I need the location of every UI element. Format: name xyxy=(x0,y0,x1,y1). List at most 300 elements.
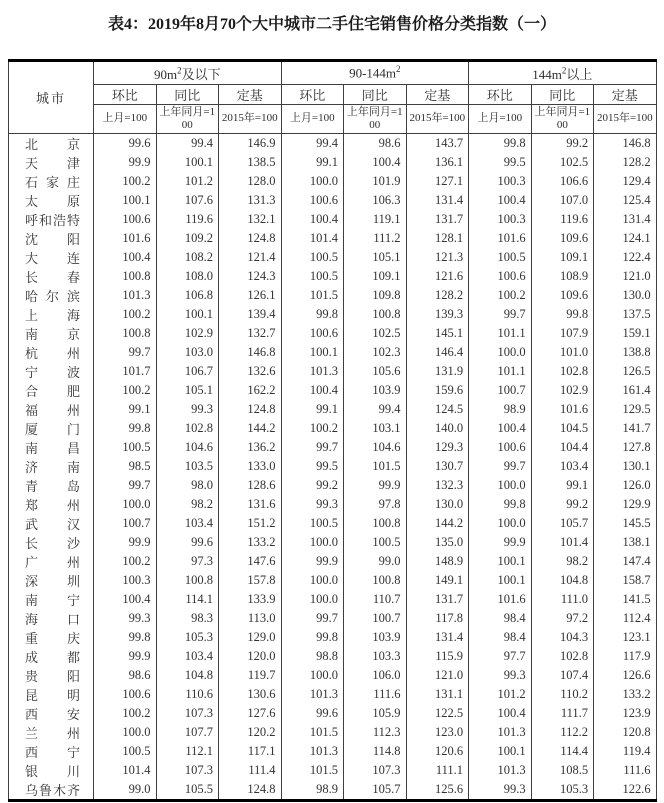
value-cell: 100.4 xyxy=(281,381,344,400)
value-cell: 121.3 xyxy=(406,248,469,267)
value-cell: 100.1 xyxy=(469,571,532,590)
base-header-prev-year: 上年同月=100 xyxy=(156,105,219,134)
value-cell: 107.7 xyxy=(156,723,219,742)
value-cell: 109.8 xyxy=(344,286,407,305)
value-cell: 99.5 xyxy=(469,153,532,172)
value-cell: 101.5 xyxy=(281,723,344,742)
value-cell: 131.3 xyxy=(219,191,282,210)
value-cell: 131.7 xyxy=(406,590,469,609)
value-cell: 100.4 xyxy=(94,248,157,267)
value-cell: 99.0 xyxy=(94,780,157,801)
value-cell: 100.0 xyxy=(281,571,344,590)
value-cell: 99.8 xyxy=(94,628,157,647)
value-cell: 99.9 xyxy=(94,647,157,666)
value-cell: 99.6 xyxy=(156,533,219,552)
value-cell: 99.3 xyxy=(281,495,344,514)
base-header-2015: 2015年=100 xyxy=(594,105,657,134)
value-cell: 101.5 xyxy=(281,761,344,780)
value-cell: 128.2 xyxy=(594,153,657,172)
value-cell: 99.1 xyxy=(94,400,157,419)
value-cell: 101.3 xyxy=(281,362,344,381)
value-cell: 100.6 xyxy=(94,210,157,229)
value-cell: 114.8 xyxy=(344,742,407,761)
value-cell: 103.0 xyxy=(156,343,219,362)
value-cell: 101.6 xyxy=(531,400,594,419)
metric-header-yoy: 同比 xyxy=(156,85,219,105)
value-cell: 128.1 xyxy=(406,229,469,248)
value-cell: 98.8 xyxy=(281,647,344,666)
base-header-prev-month: 上月=100 xyxy=(281,105,344,134)
value-cell: 99.1 xyxy=(281,400,344,419)
value-cell: 106.0 xyxy=(344,666,407,685)
value-cell: 104.6 xyxy=(344,438,407,457)
value-cell: 99.8 xyxy=(94,419,157,438)
value-cell: 99.9 xyxy=(469,533,532,552)
value-cell: 107.0 xyxy=(531,191,594,210)
group-label: 90-144m xyxy=(349,65,397,81)
city-cell xyxy=(9,419,94,438)
base-header-prev-month: 上月=100 xyxy=(94,105,157,134)
value-cell: 99.8 xyxy=(531,305,594,324)
value-cell: 99.3 xyxy=(469,666,532,685)
value-cell: 113.0 xyxy=(219,609,282,628)
value-cell: 110.7 xyxy=(344,590,407,609)
city-cell xyxy=(9,533,94,552)
value-cell: 126.1 xyxy=(219,286,282,305)
city-name: 西安 xyxy=(25,707,80,722)
base-header-prev-year: 上年同月=100 xyxy=(531,105,594,134)
value-cell: 119.4 xyxy=(594,742,657,761)
city-name: 青岛 xyxy=(25,479,80,494)
value-cell: 101.4 xyxy=(94,761,157,780)
value-cell: 103.5 xyxy=(156,457,219,476)
value-cell: 129.9 xyxy=(594,495,657,514)
value-cell: 102.8 xyxy=(531,362,594,381)
value-cell: 132.7 xyxy=(219,324,282,343)
value-cell: 104.6 xyxy=(156,438,219,457)
value-cell: 132.3 xyxy=(406,476,469,495)
city-cell xyxy=(9,305,94,324)
value-cell: 103.1 xyxy=(344,419,407,438)
value-cell: 107.6 xyxy=(156,191,219,210)
value-cell: 127.8 xyxy=(594,438,657,457)
value-cell: 108.5 xyxy=(531,761,594,780)
value-cell: 101.5 xyxy=(344,457,407,476)
value-cell: 111.7 xyxy=(531,704,594,723)
value-cell: 138.8 xyxy=(594,343,657,362)
value-cell: 106.8 xyxy=(156,286,219,305)
table-row xyxy=(9,495,657,514)
value-cell: 147.4 xyxy=(594,552,657,571)
base-header-2015: 2015年=100 xyxy=(219,105,282,134)
value-cell: 124.8 xyxy=(219,400,282,419)
value-cell: 100.8 xyxy=(94,324,157,343)
city-name: 济南 xyxy=(25,460,80,475)
table-row xyxy=(9,286,657,305)
value-cell: 99.4 xyxy=(344,400,407,419)
table-row xyxy=(9,590,657,609)
value-cell: 100.0 xyxy=(469,343,532,362)
city-cell xyxy=(9,552,94,571)
value-cell: 103.9 xyxy=(344,628,407,647)
group-label: 144m xyxy=(532,66,562,82)
value-cell: 124.5 xyxy=(406,400,469,419)
city-cell xyxy=(9,685,94,704)
city-name: 武汉 xyxy=(25,517,80,532)
value-cell: 132.1 xyxy=(219,210,282,229)
metric-header-yoy: 同比 xyxy=(344,85,407,105)
city-name: 南宁 xyxy=(25,593,80,608)
value-cell: 99.6 xyxy=(281,704,344,723)
value-cell: 105.9 xyxy=(344,704,407,723)
value-cell: 99.7 xyxy=(94,476,157,495)
city-name: 西宁 xyxy=(25,745,80,760)
city-cell xyxy=(9,666,94,685)
value-cell: 100.8 xyxy=(344,571,407,590)
value-cell: 138.5 xyxy=(219,153,282,172)
value-cell: 121.6 xyxy=(406,267,469,286)
table-row xyxy=(9,343,657,362)
table-row xyxy=(9,552,657,571)
city-name: 上海 xyxy=(25,308,80,323)
value-cell: 100.4 xyxy=(344,153,407,172)
table-row xyxy=(9,761,657,780)
value-cell: 122.6 xyxy=(594,780,657,801)
value-cell: 127.1 xyxy=(406,172,469,191)
value-cell: 145.5 xyxy=(594,514,657,533)
value-cell: 99.1 xyxy=(531,476,594,495)
value-cell: 100.3 xyxy=(94,571,157,590)
value-cell: 102.8 xyxy=(156,419,219,438)
value-cell: 120.0 xyxy=(219,647,282,666)
value-cell: 127.6 xyxy=(219,704,282,723)
value-cell: 97.8 xyxy=(344,495,407,514)
value-cell: 120.8 xyxy=(594,723,657,742)
value-cell: 119.6 xyxy=(156,210,219,229)
value-cell: 105.3 xyxy=(531,780,594,801)
table-row xyxy=(9,742,657,761)
value-cell: 146.9 xyxy=(219,134,282,154)
city-name: 福州 xyxy=(25,403,80,418)
table-row xyxy=(9,666,657,685)
base-header-prev-month: 上月=100 xyxy=(469,105,532,134)
value-cell: 99.9 xyxy=(94,533,157,552)
value-cell: 141.7 xyxy=(594,419,657,438)
city-name: 石家庄 xyxy=(25,175,80,190)
value-cell: 128.0 xyxy=(219,172,282,191)
value-cell: 103.9 xyxy=(344,381,407,400)
value-cell: 114.4 xyxy=(531,742,594,761)
value-cell: 102.9 xyxy=(531,381,594,400)
value-cell: 112.3 xyxy=(344,723,407,742)
city-name: 深圳 xyxy=(25,574,80,589)
value-cell: 123.0 xyxy=(406,723,469,742)
value-cell: 101.4 xyxy=(531,533,594,552)
city-cell xyxy=(9,457,94,476)
metric-header-base: 定基 xyxy=(594,85,657,105)
value-cell: 122.5 xyxy=(406,704,469,723)
value-cell: 100.6 xyxy=(469,267,532,286)
city-cell xyxy=(9,780,94,801)
table-row xyxy=(9,267,657,286)
value-cell: 106.7 xyxy=(156,362,219,381)
value-cell: 135.0 xyxy=(406,533,469,552)
value-cell: 129.4 xyxy=(594,172,657,191)
value-cell: 129.3 xyxy=(406,438,469,457)
city-cell xyxy=(9,723,94,742)
table-row xyxy=(9,533,657,552)
value-cell: 100.4 xyxy=(281,210,344,229)
city-cell xyxy=(9,134,94,154)
value-cell: 139.3 xyxy=(406,305,469,324)
value-cell: 104.3 xyxy=(531,628,594,647)
value-cell: 98.5 xyxy=(94,457,157,476)
metric-header-mom: 环比 xyxy=(281,85,344,105)
value-cell: 100.4 xyxy=(469,419,532,438)
city-cell xyxy=(9,742,94,761)
value-cell: 126.6 xyxy=(594,666,657,685)
value-cell: 101.3 xyxy=(469,723,532,742)
value-cell: 128.6 xyxy=(219,476,282,495)
value-cell: 107.9 xyxy=(531,324,594,343)
value-cell: 100.2 xyxy=(469,286,532,305)
value-cell: 100.5 xyxy=(94,742,157,761)
value-cell: 101.1 xyxy=(469,362,532,381)
table-row xyxy=(9,210,657,229)
value-cell: 111.6 xyxy=(594,761,657,780)
value-cell: 123.9 xyxy=(594,704,657,723)
city-cell xyxy=(9,476,94,495)
value-cell: 104.8 xyxy=(156,666,219,685)
base-header-row xyxy=(9,105,657,134)
value-cell: 117.1 xyxy=(219,742,282,761)
metric-header-mom: 环比 xyxy=(94,85,157,105)
value-cell: 100.5 xyxy=(281,267,344,286)
value-cell: 107.4 xyxy=(531,666,594,685)
value-cell: 100.5 xyxy=(344,533,407,552)
city-name: 银川 xyxy=(25,764,80,779)
table-row xyxy=(9,324,657,343)
value-cell: 105.1 xyxy=(344,248,407,267)
value-cell: 100.5 xyxy=(281,514,344,533)
value-cell: 133.2 xyxy=(219,533,282,552)
city-cell xyxy=(9,495,94,514)
superscript-2: 2 xyxy=(561,65,567,76)
value-cell: 125.6 xyxy=(406,780,469,801)
value-cell: 109.6 xyxy=(531,229,594,248)
value-cell: 130.7 xyxy=(406,457,469,476)
value-cell: 99.8 xyxy=(281,628,344,647)
value-cell: 109.2 xyxy=(156,229,219,248)
value-cell: 100.2 xyxy=(94,172,157,191)
value-cell: 108.9 xyxy=(531,267,594,286)
value-cell: 146.8 xyxy=(594,134,657,154)
value-cell: 102.5 xyxy=(344,324,407,343)
value-cell: 101.7 xyxy=(94,362,157,381)
value-cell: 99.4 xyxy=(281,134,344,154)
value-cell: 98.2 xyxy=(156,495,219,514)
value-cell: 131.4 xyxy=(406,191,469,210)
value-cell: 104.4 xyxy=(531,438,594,457)
value-cell: 103.4 xyxy=(156,514,219,533)
value-cell: 98.2 xyxy=(531,552,594,571)
value-cell: 99.3 xyxy=(469,780,532,801)
city-cell xyxy=(9,362,94,381)
value-cell: 130.6 xyxy=(219,685,282,704)
table-row xyxy=(9,704,657,723)
value-cell: 124.8 xyxy=(219,229,282,248)
value-cell: 100.5 xyxy=(469,248,532,267)
value-cell: 100.0 xyxy=(281,666,344,685)
value-cell: 143.7 xyxy=(406,134,469,154)
value-cell: 145.1 xyxy=(406,324,469,343)
value-cell: 157.8 xyxy=(219,571,282,590)
value-cell: 101.3 xyxy=(281,742,344,761)
value-cell: 99.3 xyxy=(156,400,219,419)
value-cell: 101.3 xyxy=(281,685,344,704)
value-cell: 111.0 xyxy=(531,590,594,609)
value-cell: 102.5 xyxy=(531,153,594,172)
value-cell: 99.9 xyxy=(344,476,407,495)
value-cell: 133.2 xyxy=(594,685,657,704)
base-header-2015: 2015年=100 xyxy=(406,105,469,134)
value-cell: 97.7 xyxy=(469,647,532,666)
city-name: 重庆 xyxy=(25,631,80,646)
value-cell: 121.0 xyxy=(594,267,657,286)
value-cell: 100.2 xyxy=(94,381,157,400)
value-cell: 105.3 xyxy=(156,628,219,647)
value-cell: 99.9 xyxy=(94,153,157,172)
table-row xyxy=(9,571,657,590)
value-cell: 99.7 xyxy=(94,343,157,362)
value-cell: 130.1 xyxy=(594,457,657,476)
value-cell: 99.1 xyxy=(281,153,344,172)
value-cell: 108.0 xyxy=(156,267,219,286)
value-cell: 100.6 xyxy=(469,438,532,457)
value-cell: 137.5 xyxy=(594,305,657,324)
value-cell: 105.1 xyxy=(156,381,219,400)
value-cell: 99.2 xyxy=(281,476,344,495)
value-cell: 119.7 xyxy=(219,666,282,685)
city-cell xyxy=(9,324,94,343)
value-cell: 136.2 xyxy=(219,438,282,457)
value-cell: 100.5 xyxy=(94,438,157,457)
value-cell: 109.1 xyxy=(344,267,407,286)
table-body xyxy=(9,134,657,801)
value-cell: 98.9 xyxy=(469,400,532,419)
value-cell: 100.0 xyxy=(469,514,532,533)
value-cell: 122.4 xyxy=(594,248,657,267)
value-cell: 98.0 xyxy=(156,476,219,495)
value-cell: 100.1 xyxy=(469,552,532,571)
value-cell: 101.3 xyxy=(469,761,532,780)
city-name: 广州 xyxy=(25,555,80,570)
value-cell: 111.4 xyxy=(219,761,282,780)
value-cell: 101.1 xyxy=(469,324,532,343)
value-cell: 129.5 xyxy=(594,400,657,419)
value-cell: 99.5 xyxy=(281,457,344,476)
value-cell: 159.6 xyxy=(406,381,469,400)
city-cell xyxy=(9,514,94,533)
value-cell: 111.6 xyxy=(344,685,407,704)
value-cell: 120.2 xyxy=(219,723,282,742)
table-row xyxy=(9,362,657,381)
value-cell: 120.6 xyxy=(406,742,469,761)
city-name: 大连 xyxy=(25,251,80,266)
city-name: 乌鲁木齐 xyxy=(25,783,80,798)
value-cell: 100.8 xyxy=(94,267,157,286)
value-cell: 104.8 xyxy=(531,571,594,590)
value-cell: 101.2 xyxy=(469,685,532,704)
value-cell: 99.7 xyxy=(469,305,532,324)
value-cell: 146.4 xyxy=(406,343,469,362)
city-name: 成都 xyxy=(25,650,80,665)
value-cell: 100.8 xyxy=(156,571,219,590)
value-cell: 144.2 xyxy=(406,514,469,533)
value-cell: 100.4 xyxy=(469,191,532,210)
city-column-header: 城市 xyxy=(9,61,94,134)
city-cell xyxy=(9,343,94,362)
value-cell: 100.6 xyxy=(281,324,344,343)
value-cell: 101.5 xyxy=(281,286,344,305)
value-cell: 144.2 xyxy=(219,419,282,438)
group-header-144-above xyxy=(469,61,657,85)
value-cell: 99.7 xyxy=(281,609,344,628)
value-cell: 104.5 xyxy=(531,419,594,438)
value-cell: 99.7 xyxy=(469,457,532,476)
value-cell: 114.1 xyxy=(156,590,219,609)
value-cell: 101.3 xyxy=(94,286,157,305)
value-cell: 124.1 xyxy=(594,229,657,248)
value-cell: 97.2 xyxy=(531,609,594,628)
value-cell: 139.4 xyxy=(219,305,282,324)
value-cell: 100.0 xyxy=(281,172,344,191)
value-cell: 107.3 xyxy=(344,761,407,780)
value-cell: 117.8 xyxy=(406,609,469,628)
value-cell: 110.6 xyxy=(156,685,219,704)
value-cell: 132.6 xyxy=(219,362,282,381)
value-cell: 161.4 xyxy=(594,381,657,400)
value-cell: 101.2 xyxy=(156,172,219,191)
city-cell xyxy=(9,229,94,248)
value-cell: 105.5 xyxy=(156,780,219,801)
city-name: 长春 xyxy=(25,270,80,285)
value-cell: 100.2 xyxy=(281,419,344,438)
value-cell: 99.8 xyxy=(281,305,344,324)
city-name: 呼和浩特 xyxy=(25,213,80,228)
superscript-2: 2 xyxy=(177,65,182,76)
value-cell: 130.0 xyxy=(406,495,469,514)
city-name: 厦门 xyxy=(25,422,80,437)
value-cell: 100.8 xyxy=(344,305,407,324)
value-cell: 100.7 xyxy=(469,381,532,400)
city-cell xyxy=(9,267,94,286)
table-row xyxy=(9,647,657,666)
value-cell: 140.0 xyxy=(406,419,469,438)
table-row xyxy=(9,514,657,533)
value-cell: 100.2 xyxy=(94,704,157,723)
city-name: 太原 xyxy=(25,194,80,209)
value-cell: 124.8 xyxy=(219,780,282,801)
city-name: 长沙 xyxy=(25,536,80,551)
value-cell: 126.0 xyxy=(594,476,657,495)
city-cell xyxy=(9,172,94,191)
city-cell xyxy=(9,628,94,647)
value-cell: 121.0 xyxy=(406,666,469,685)
value-cell: 100.7 xyxy=(94,514,157,533)
table-row xyxy=(9,305,657,324)
city-cell xyxy=(9,248,94,267)
